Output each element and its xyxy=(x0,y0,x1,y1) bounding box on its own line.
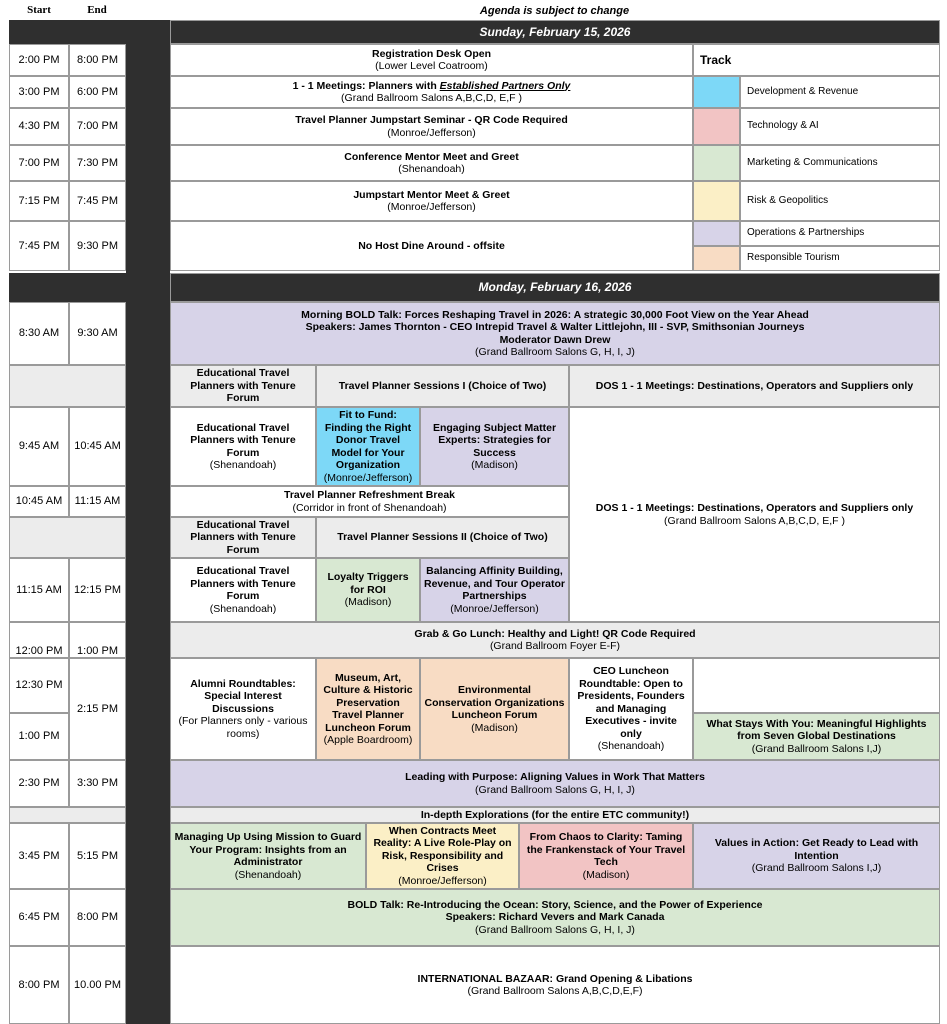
time-end: 3:30 PM xyxy=(69,760,126,807)
sunday-day-header: Sunday, February 15, 2026 xyxy=(170,20,940,44)
event-engaging-sme: Engaging Subject Matter Experts: Strategies for Success (Madison) xyxy=(420,407,569,486)
track-swatch xyxy=(693,76,740,108)
event-dos-meetings: DOS 1 - 1 Meetings: Destinations, Operators and Suppliers only (Grand Ballroom Salons A,B,C,D, E,F ) xyxy=(569,407,940,622)
track-label: Risk & Geopolitics xyxy=(740,181,940,221)
monday-time-header-bar xyxy=(9,273,126,302)
event-ceo-luncheon: CEO Luncheon Roundtable: Open to Presidents, Founders and Managing Executives - invite only (Shenandoah) xyxy=(569,658,693,760)
event-fit-to-fund: Fit to Fund: Finding the Right Donor Travel Model for Your Organization (Monroe/Jefferson) xyxy=(316,407,420,486)
event-one-on-one-meetings: 1 - 1 Meetings: Planners with Established Partners Only (Grand Ballroom Salons A,B,C,D, E,F ) xyxy=(170,76,693,108)
time-start: 3:00 PM xyxy=(9,76,69,108)
time-start: 1:00 PM xyxy=(9,713,69,760)
event-registration: Registration Desk Open (Lower Level Coatroom) xyxy=(170,44,693,76)
event-alumni-roundtables: Alumni Roundtables: Special Interest Discussions (For Planners only - various rooms) xyxy=(170,658,316,760)
tenure-forum-header-2: Educational Travel Planners with Tenure Forum xyxy=(170,517,316,558)
start-column-header: Start xyxy=(27,3,51,16)
time-start: 7:45 PM xyxy=(9,221,69,271)
event-contracts: When Contracts Meet Reality: A Live Role-Play on Risk, Responsibility and Crises (Monroe/Jefferson) xyxy=(366,823,519,889)
time-blank xyxy=(9,365,126,407)
column-separator-bar xyxy=(126,20,170,1024)
event-lunch: Grab & Go Lunch: Healthy and Light! QR Code Required (Grand Ballroom Foyer E-F) xyxy=(170,622,940,658)
end-column-header: End xyxy=(87,3,107,16)
event-tenure-forum-2: Educational Travel Planners with Tenure Forum (Shenandoah) xyxy=(170,558,316,622)
event-mentor-meet: Conference Mentor Meet and Greet (Shenandoah) xyxy=(170,145,693,181)
time-end: 8:00 PM xyxy=(69,889,126,946)
event-leading-purpose: Leading with Purpose: Aligning Values in Work That Matters (Grand Ballroom Salons G, H, I, J) xyxy=(170,760,940,807)
time-end: 7:45 PM xyxy=(69,181,126,221)
time-end: 11:15 AM xyxy=(69,486,126,517)
dos-header: DOS 1 - 1 Meetings: Destinations, Operators and Suppliers only xyxy=(569,365,940,407)
event-bold-ocean: BOLD Talk: Re-Introducing the Ocean: Story, Science, and the Power of Experience Speakers: Richard Vevers and Mark Canada (Grand Ballroom Salons G, H, I, J) xyxy=(170,889,940,946)
track-swatch xyxy=(693,221,740,246)
time-start: 12:00 PM xyxy=(9,622,69,658)
sessions-2-header: Travel Planner Sessions II (Choice of Two) xyxy=(316,517,569,558)
monday-day-header: Monday, February 16, 2026 xyxy=(170,273,940,302)
time-start: 2:00 PM xyxy=(9,44,69,76)
event-international-bazaar: INTERNATIONAL BAZAAR: Grand Opening & Libations (Grand Ballroom Salons A,B,C,D,E,F) xyxy=(170,946,940,1024)
sessions-1-header: Travel Planner Sessions I (Choice of Two) xyxy=(316,365,569,407)
time-end: 10:45 AM xyxy=(69,407,126,486)
track-swatch xyxy=(693,108,740,145)
track-swatch xyxy=(693,246,740,271)
time-start: 11:15 AM xyxy=(9,558,69,622)
event-values-action: Values in Action: Get Ready to Lead with Intention (Grand Ballroom Salons I,J) xyxy=(693,823,940,889)
time-end: 1:00 PM xyxy=(69,622,126,658)
time-end: 5:15 PM xyxy=(69,823,126,889)
time-blank xyxy=(9,517,126,558)
time-start: 7:15 PM xyxy=(9,181,69,221)
event-managing-up: Managing Up Using Mission to Guard Your Program: Insights from an Administrator (Shenandoah) xyxy=(170,823,366,889)
tenure-forum-header: Educational Travel Planners with Tenure Forum xyxy=(170,365,316,407)
track-label: Development & Revenue xyxy=(740,76,940,108)
event-jumpstart-mentor: Jumpstart Mentor Meet & Greet (Monroe/Jefferson) xyxy=(170,181,693,221)
track-swatch xyxy=(693,181,740,221)
event-chaos-clarity: From Chaos to Clarity: Taming the Frankenstack of Your Travel Tech (Madison) xyxy=(519,823,693,889)
time-end: 12:15 PM xyxy=(69,558,126,622)
track-swatch xyxy=(693,145,740,181)
agenda-notice: Agenda is subject to change xyxy=(479,4,630,17)
event-indepth-header: In-depth Explorations (for the entire ETC community!) xyxy=(170,807,940,823)
time-end: 7:30 PM xyxy=(69,145,126,181)
time-blank xyxy=(9,807,126,823)
blank-cell xyxy=(693,658,940,713)
event-refreshment-break: Travel Planner Refreshment Break (Corridor in front of Shenandoah) xyxy=(170,486,569,517)
event-tenure-forum: Educational Travel Planners with Tenure Forum (Shenandoah) xyxy=(170,407,316,486)
event-environmental-forum: Environmental Conservation Organizations Luncheon Forum (Madison) xyxy=(420,658,569,760)
time-start: 7:00 PM xyxy=(9,145,69,181)
track-label: Technology & AI xyxy=(740,108,940,145)
event-dine-around: No Host Dine Around - offsite xyxy=(170,221,693,271)
track-label: Responsible Tourism xyxy=(740,246,940,271)
time-end: 9:30 PM xyxy=(69,221,126,271)
time-end: 8:00 PM xyxy=(69,44,126,76)
time-end: 6:00 PM xyxy=(69,76,126,108)
track-label: Operations & Partnerships xyxy=(740,221,940,246)
time-end: 9:30 AM xyxy=(69,302,126,365)
time-end: 10.00 PM xyxy=(69,946,126,1024)
track-label: Marketing & Communications xyxy=(740,145,940,181)
time-start: 12:30 PM xyxy=(9,658,69,713)
sunday-time-header-bar xyxy=(9,20,126,44)
time-end: 2:15 PM xyxy=(69,658,126,760)
event-what-stays: What Stays With You: Meaningful Highlights from Seven Global Destinations (Grand Ballroom Salons I,J) xyxy=(693,713,940,760)
event-jumpstart-seminar: Travel Planner Jumpstart Seminar - QR Code Required (Monroe/Jefferson) xyxy=(170,108,693,145)
time-start: 8:30 AM xyxy=(9,302,69,365)
event-museum-forum: Museum, Art, Culture & Historic Preservation Travel Planner Luncheon Forum (Apple Boardroom) xyxy=(316,658,420,760)
time-end: 7:00 PM xyxy=(69,108,126,145)
time-start: 4:30 PM xyxy=(9,108,69,145)
time-start: 10:45 AM xyxy=(9,486,69,517)
time-start: 2:30 PM xyxy=(9,760,69,807)
event-loyalty-triggers: Loyalty Triggers for ROI (Madison) xyxy=(316,558,420,622)
time-start: 6:45 PM xyxy=(9,889,69,946)
time-start: 9:45 AM xyxy=(9,407,69,486)
time-start: 8:00 PM xyxy=(9,946,69,1024)
event-morning-bold-talk: Morning BOLD Talk: Forces Reshaping Travel in 2026: A strategic 30,000 Foot View on the Year Ahead Speakers: James Thornton - CEO Intrepid Travel & Walter Littlejohn, III - SVP, Smithsonian Journeys Moderator Dawn Drew (Grand Ballroom Salons G, H, I, J) xyxy=(170,302,940,365)
event-balancing-affinity: Balancing Affinity Building, Revenue, and Tour Operator Partnerships (Monroe/Jefferson) xyxy=(420,558,569,622)
time-start: 3:45 PM xyxy=(9,823,69,889)
track-legend-title: Track xyxy=(693,44,940,76)
